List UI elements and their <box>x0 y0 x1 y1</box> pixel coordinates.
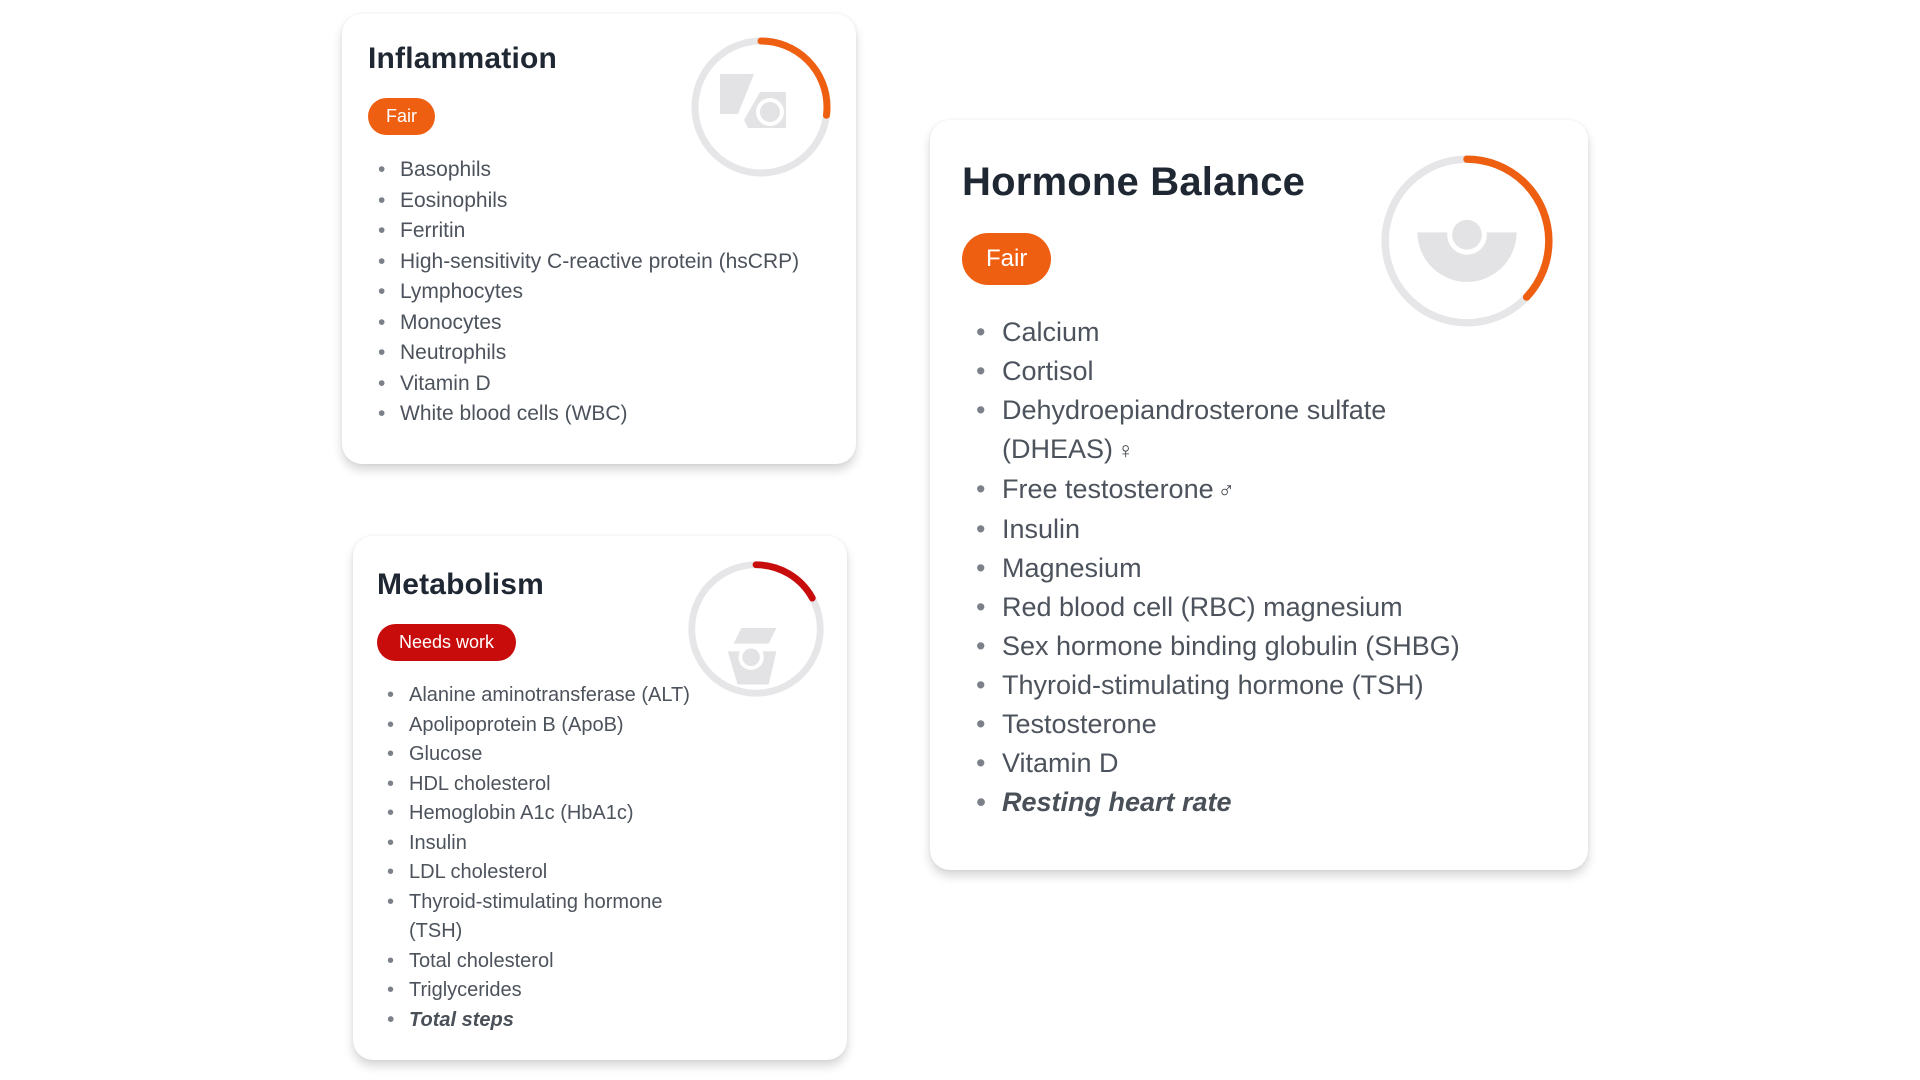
biomarker-list <box>377 681 823 1035</box>
list-item: • Insulin <box>962 510 1556 549</box>
list-item: • Apolipoprotein B (ApoB) <box>377 711 823 741</box>
list-item: • Neutrophils <box>368 338 830 369</box>
list-item: • Alanine aminotransferase (ALT) <box>377 681 823 711</box>
list-item: • Basophils <box>368 155 830 186</box>
list-item: • Calcium <box>962 313 1556 352</box>
list-item: • Insulin <box>377 829 823 859</box>
metabolism-icon <box>728 628 777 684</box>
list-item: • Testosterone <box>962 705 1556 744</box>
list-item: • Red blood cell (RBC) magnesium <box>962 588 1556 627</box>
card-title: Hormone Balance <box>962 160 1306 204</box>
inflammation-card[interactable] <box>342 14 856 464</box>
list-item: • Total cholesterol <box>377 947 823 977</box>
list-item: • Magnesium <box>962 549 1556 588</box>
list-item-activity: • Resting heart rate <box>962 783 1556 822</box>
hormone-balance-card[interactable] <box>930 120 1588 870</box>
list-item: • Lymphocytes <box>368 277 830 308</box>
inflammation-icon <box>720 74 786 128</box>
list-item: • Triglycerides <box>377 976 823 1006</box>
metabolism-card[interactable] <box>353 536 847 1060</box>
list-item: • Hemoglobin A1c (HbA1c) <box>377 799 823 829</box>
list-item: • Sex hormone binding globulin (SHBG) <box>962 627 1556 666</box>
list-item: • White blood cells (WBC) <box>368 399 830 430</box>
status-badge: Fair <box>962 233 1051 285</box>
list-item: • High-sensitivity C-reactive protein (hsCRP) <box>368 247 830 278</box>
card-title: Metabolism <box>377 568 545 601</box>
list-item: • Eosinophils <box>368 186 830 217</box>
list-item: • Ferritin <box>368 216 830 247</box>
list-item: • Vitamin D <box>962 744 1556 783</box>
status-badge: Fair <box>368 98 435 135</box>
list-item-text: Free testosterone <box>1002 474 1214 504</box>
biomarker-list <box>962 313 1556 822</box>
list-item: • Vitamin D <box>368 369 830 400</box>
list-item: • HDL cholesterol <box>377 770 823 800</box>
list-item-text: Dehydroepiandrosterone sulfate (DHEAS) <box>1002 395 1387 464</box>
male-icon: ♂ <box>1217 477 1235 503</box>
list-item: • Monocytes <box>368 308 830 339</box>
list-item <box>962 470 1556 510</box>
list-item: • LDL cholesterol <box>377 858 823 888</box>
list-item <box>962 391 1442 470</box>
card-title: Inflammation <box>368 42 558 75</box>
list-item: • Cortisol <box>962 352 1556 391</box>
score-ring <box>1374 148 1560 334</box>
list-item-activity: • Total steps <box>377 1006 823 1036</box>
hormone-icon <box>1417 215 1516 282</box>
list-item: • Thyroid-stimulating hormone (TSH) <box>377 888 719 947</box>
status-badge: Needs work <box>377 624 516 661</box>
list-item: • Thyroid-stimulating hormone (TSH) <box>962 666 1556 705</box>
list-item: • Glucose <box>377 740 823 770</box>
biomarker-list <box>368 155 830 430</box>
female-icon: ♀ <box>1117 437 1135 463</box>
